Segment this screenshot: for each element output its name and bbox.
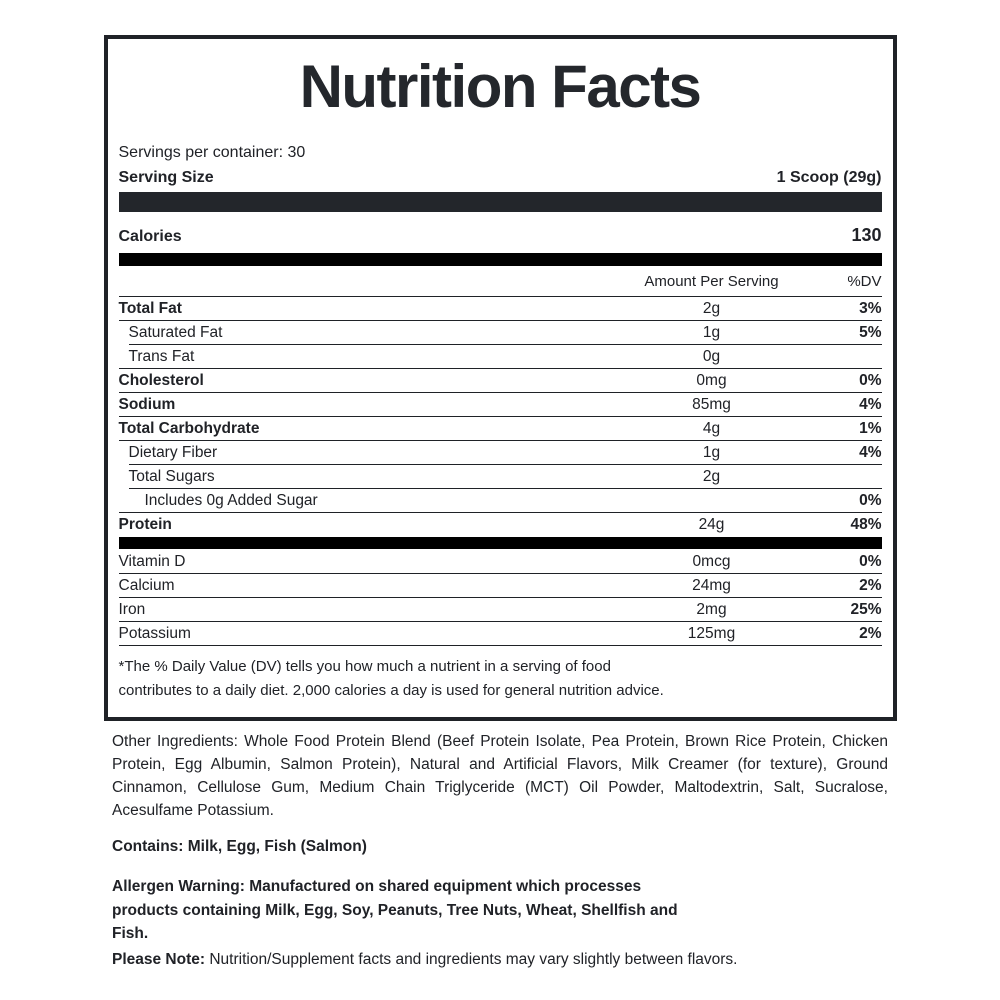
vitamin-row-iron <box>119 598 882 621</box>
nutrition-facts-panel <box>104 35 897 721</box>
nutrient-amount: 1g <box>702 323 721 341</box>
contains-text: Contains: Milk, Egg, Fish (Salmon) <box>112 838 367 855</box>
nutrient-label: Saturated Fat <box>128 323 223 341</box>
vitamin-dv: 25% <box>850 600 882 618</box>
nutrient-label: Total Carbohydrate <box>118 419 260 437</box>
vitamin-label: Vitamin D <box>118 552 186 570</box>
nutrient-dv: 1% <box>859 419 882 437</box>
serving-size-value: 1 Scoop (29g) <box>776 169 882 186</box>
nutrient-row-saturated-fat <box>119 321 882 344</box>
vitamin-dv: 2% <box>859 624 882 642</box>
vitamin-amount: 0mcg <box>692 552 731 570</box>
nutrient-amount: 24g <box>698 515 725 533</box>
column-header-row <box>119 266 882 296</box>
vitamin-row-vitamin-d <box>119 550 882 573</box>
nutrient-dv: 3% <box>859 299 882 317</box>
please-note-text <box>112 951 888 969</box>
thick-black-bar <box>119 253 882 266</box>
nutrient-row-total-sugars <box>119 465 882 488</box>
serving-size-label: Serving Size <box>118 169 214 186</box>
column-header-amount: Amount Per Serving <box>644 272 779 290</box>
nutrient-amount: 0mg <box>696 371 727 389</box>
vitamin-amount: 2mg <box>696 600 727 618</box>
nutrient-label: Total Sugars <box>128 467 215 485</box>
vitamin-label: Iron <box>118 600 146 618</box>
panel-title: Nutrition Facts <box>299 53 701 120</box>
allergen-warning-text: Allergen Warning: Manufactured on shared equipment which processes products containing Milk, Egg, Soy, Peanuts, Tree Nuts, Wheat, Shellfish and Fish. <box>112 878 678 942</box>
serving-size-row <box>119 169 882 192</box>
vitamin-row-calcium <box>119 574 882 597</box>
vitamin-dv: 2% <box>859 576 882 594</box>
nutrient-dv: 4% <box>859 395 882 413</box>
nutrient-amount: 2g <box>702 299 721 317</box>
vitamin-label: Calcium <box>118 576 175 594</box>
thick-divider-bar <box>119 192 882 212</box>
nutrient-dv: 48% <box>850 515 882 533</box>
vitamin-amount: 24mg <box>692 576 731 594</box>
nutrient-dv: 4% <box>859 443 882 461</box>
please-note-body: Nutrition/Supplement facts and ingredients may vary slightly between flavors. <box>205 950 738 968</box>
nutrient-label: Trans Fat <box>128 347 195 365</box>
please-note-label: Please Note: <box>112 950 206 968</box>
nutrient-label: Total Fat <box>118 299 182 317</box>
nutrient-label: Dietary Fiber <box>128 443 218 461</box>
nutrient-amount: 0g <box>702 347 721 365</box>
details-section <box>112 730 888 969</box>
thick-black-bar <box>119 537 882 549</box>
other-ingredients-text: Other Ingredients: Whole Food Protein Blend (Beef Protein Isolate, Pea Protein, Brown Rice Protein, Chicken Protein, Egg Albumin, Salmon Protein), Natural and Artificial Flavors, Milk Creamer (for texture), Ground Cinnamon, Cellulose Gum, Medium Chain Triglyceride (MCT) Oil Powder, Maltodextrin, Salt, Sucralose, Acesulfame Potassium. <box>112 733 888 819</box>
nutrient-row-cholesterol <box>119 369 882 392</box>
nutrient-row-added-sugar <box>119 489 882 512</box>
nutrient-label: Cholesterol <box>118 371 204 389</box>
column-header-dv: %DV <box>847 272 882 290</box>
vitamin-amount: 125mg <box>687 624 736 642</box>
nutrient-label: Protein <box>118 515 172 533</box>
servings-per-container: Servings per container: 30 <box>118 144 306 161</box>
nutrient-row-dietary-fiber <box>119 441 882 464</box>
nutrient-row-total-fat <box>119 297 882 320</box>
nutrient-row-protein <box>119 513 882 536</box>
nutrient-dv: 5% <box>859 323 882 341</box>
divider <box>119 645 882 646</box>
vitamin-label: Potassium <box>118 624 191 642</box>
nutrient-amount: 4g <box>702 419 721 437</box>
nutrient-dv: 0% <box>859 371 882 389</box>
nutrient-label: Sodium <box>118 395 176 413</box>
calories-row <box>119 225 882 253</box>
nutrient-row-sodium <box>119 393 882 416</box>
daily-value-footnote: *The % Daily Value (DV) tells you how much a nutrient in a serving of food contributes to a daily diet. 2,000 calories a day is used for general nutrition advice. <box>118 658 664 699</box>
calories-label: Calories <box>118 228 182 245</box>
nutrient-row-total-carbohydrate <box>119 417 882 440</box>
vitamin-dv: 0% <box>859 552 882 570</box>
calories-value: 130 <box>851 225 882 245</box>
vitamin-row-potassium <box>119 622 882 645</box>
nutrient-amount: 2g <box>702 467 721 485</box>
nutrient-amount: 1g <box>702 443 721 461</box>
nutrient-dv: 0% <box>859 491 882 509</box>
nutrient-label: Includes 0g Added Sugar <box>144 491 318 509</box>
nutrient-row-trans-fat <box>119 345 882 368</box>
nutrient-amount: 85mg <box>692 395 731 413</box>
